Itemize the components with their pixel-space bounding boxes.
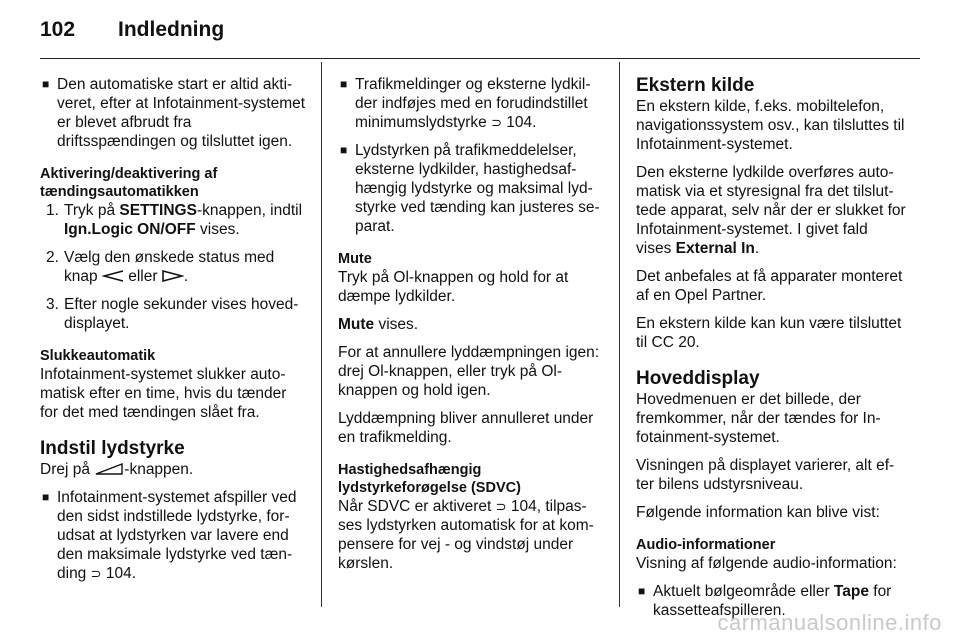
header-rule [40,58,920,59]
paragraph: Hovedmenuen er det billede, der fremkommer, når der tændes for Infotainment-systemet. [636,391,881,446]
list-item: ■ Aktuelt bølgeområde eller Tape for kassetteafspilleren. [638,583,892,619]
paragraph: Visning af følgende audio-information: [636,555,897,572]
subheading-auto-off: Slukkeautomatik [40,348,156,364]
paragraph: Visningen på displayet varierer, alt efter bilens udstyrsniveau. [636,457,895,493]
page-title: Indledning [118,18,225,41]
mute-key: Mute [338,316,375,333]
section-heading-volume: Indstil lydstyrke [40,438,185,459]
paragraph: Det anbefales at få apparater monteret af en Opel Partner. [636,268,903,304]
settings-key: SETTINGS [119,202,197,219]
paragraph: Lyddæmpning bliver annulleret under en trafikmelding. [338,410,594,446]
bullet-square-icon: ■ [42,77,50,91]
list-item: ■ Lydstyrken på trafikmeddelelser, eksterne lydkilder, hastighedsafhængig lydstyrke og maksimal lydstyrke ved tænding kan justeres separat. [340,142,600,235]
tape-key: Tape [833,583,869,600]
bullet-square-icon: ■ [638,584,646,598]
subheading-mute: Mute [338,251,372,267]
list-item [40,75,306,151]
page-number: 102 [40,18,76,41]
paragraph: Tryk på Ol-knappen og hold for at dæmpe lydkilder. [338,269,569,305]
subheading-ignition: Aktivering/deaktivering af tændingsautomatikken [40,166,218,200]
column-divider-1 [321,62,322,607]
list-item-text: Den automatiske start er altid aktiveret, efter at Infotainment-systemet er blevet afbrudt fra driftsspændingen og tilsluttet igen. [57,76,306,150]
subheading-audio-info: Audio-informationer [636,537,776,553]
bullet-square-icon: ■ [340,77,348,91]
watermark: carmanualsonline.info [717,610,942,635]
reference-arrow-icon: ⊃ [491,115,502,130]
external-in-key: External In [675,240,755,257]
section-heading-external-source: Ekstern kilde [636,75,755,96]
column-3 [636,75,906,629]
bullet-square-icon: ■ [42,490,50,504]
paragraph: En ekstern kilde, f.eks. mobiltelefon, navigationssystem osv., kan tilsluttes til Infotainment-systemet. [636,98,905,153]
column-divider-2 [619,62,620,607]
paragraph: Drej på -knappen. [40,461,194,478]
column-2 [338,75,604,582]
page-header [40,18,224,48]
column-1 [40,75,306,592]
list-item: ■ Trafikmeldinger og eksterne lydkilder indføjes med en forudindstillet minimumslydstyrke ⊃ 104. [340,76,591,131]
step-1: 1. Tryk på SETTINGS-knappen, indtil Ign.Logic ON/OFF vises. [46,202,303,238]
paragraph: Når SDVC er aktiveret ⊃ 104, tilpasses lydstyrken automatisk for at kompensere for vej - og vindstøj under kørslen. [338,498,594,572]
paragraph: Den eksterne lydkilde overføres automatisk via et styresignal fra det tilsluttede apparat, selv når der er slukket for Infotainment-systemet. I givet fald vises External In. [636,164,906,257]
step-3: 3. Efter nogle sekunder vises hoveddisplayet. [46,296,299,332]
paragraph: Infotainment-systemet slukker automatisk efter en time, hvis du tænder for det med tændingen slået fra. [40,366,287,421]
ign-logic-key: Ign.Logic ON/OFF [64,221,196,238]
paragraph: For at annullere lyddæmpningen igen: drej Ol-knappen, eller tryk på Ol-knappen og hold igen. [338,344,600,399]
section-heading-main-display: Hoveddisplay [636,368,760,389]
volume-knob-icon [94,463,124,475]
subheading-sdvc: Hastighedsafhængig lydstyrkeforøgelse (SDVC) [338,462,521,496]
reference-arrow-icon: ⊃ [90,566,102,581]
left-arrow-button-icon [102,270,124,282]
paragraph: Følgende information kan blive vist: [636,504,880,521]
right-arrow-button-icon [162,270,184,282]
step-2: 2. Vælg den ønskede status med knap eller . [46,249,275,285]
list-item: ■ Infotainment-systemet afspiller ved den sidst indstillede lydstyrke, forudsat at lydstyrken var lavere end den maksimale lydstyrke ved tænding ⊃ 104. [42,489,297,582]
bullet-square-icon: ■ [340,143,348,157]
reference-arrow-icon: ⊃ [495,499,507,514]
paragraph: En ekstern kilde kan kun være tilsluttet til CC 20. [636,315,902,351]
paragraph: Mute vises. [338,316,419,333]
